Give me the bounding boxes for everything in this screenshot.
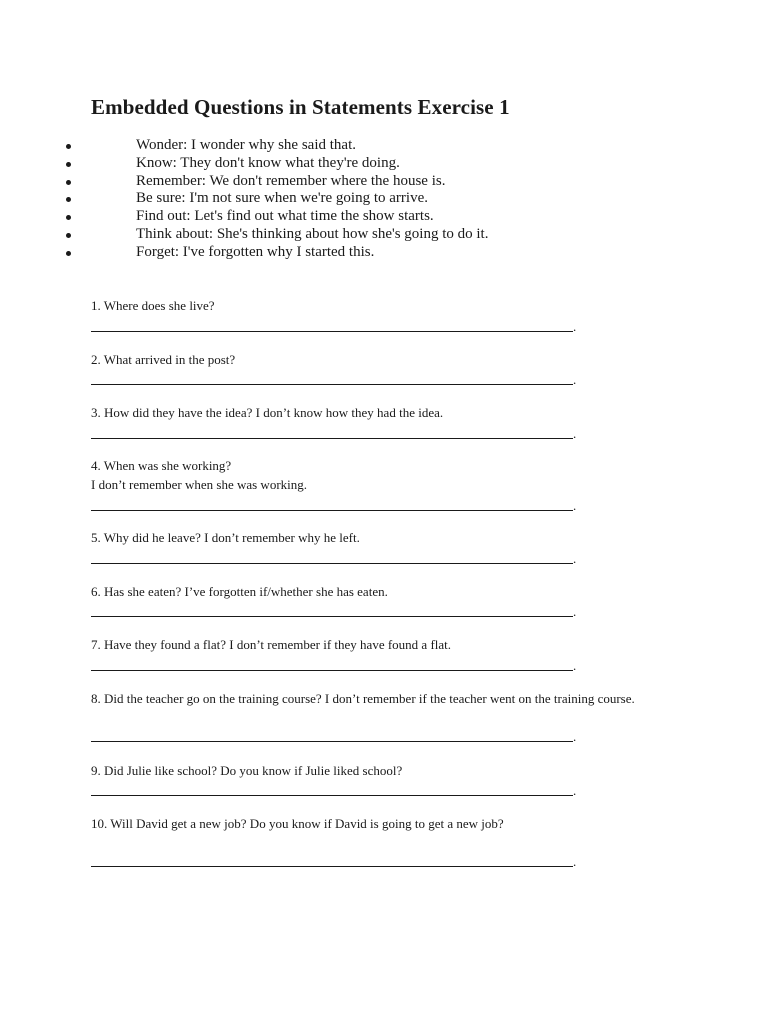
question-4-answer: I don’t remember when she was working. [91, 477, 308, 492]
example-text: Forget: I've forgotten why I started this. [136, 243, 375, 260]
page-title: Embedded Questions in Statements Exercise 1 [91, 95, 510, 119]
answer-line-end: . [573, 551, 577, 566]
bullet-icon [66, 197, 71, 202]
bullet-icon [66, 233, 71, 238]
answer-line-2[interactable] [91, 384, 573, 385]
answer-line-end: . [573, 498, 577, 513]
example-text: Find out: Let's find out what time the show starts. [136, 208, 434, 225]
answer-line-end: . [573, 604, 577, 619]
answer-line-5[interactable] [91, 563, 573, 564]
question-3: 3. How did they have the idea? I don’t know how they had the idea. [91, 405, 444, 420]
answer-line-end: . [573, 854, 577, 869]
answer-line-end: . [573, 372, 577, 387]
example-text: Be sure: I'm not sure when we're going to arrive. [136, 190, 428, 207]
question-4: 4. When was she working? [91, 458, 232, 473]
answer-line-end: . [573, 783, 577, 798]
example-text: Remember: We don't remember where the house is. [136, 172, 446, 189]
question-10: 10. Will David get a new job? Do you know if David is going to get a new job? [91, 816, 504, 831]
bullet-icon [66, 215, 71, 220]
example-text: Think about: She's thinking about how she's going to do it. [136, 225, 489, 242]
bullet-icon [66, 180, 71, 185]
question-6: 6. Has she eaten? I’ve forgotten if/whether she has eaten. [91, 584, 388, 599]
answer-line-4[interactable] [91, 510, 573, 511]
answer-line-1[interactable] [91, 331, 573, 332]
bullet-icon [66, 144, 71, 149]
question-8: 8. Did the teacher go on the training course? I don’t remember if the teacher went on the training course. [91, 691, 635, 706]
question-9: 9. Did Julie like school? Do you know if Julie liked school? [91, 763, 403, 778]
question-7: 7. Have they found a flat? I don’t remember if they have found a flat. [91, 637, 452, 652]
example-text: Wonder: I wonder why she said that. [136, 137, 356, 153]
question-5: 5. Why did he leave? I don’t remember why he left. [91, 530, 360, 545]
answer-line-3[interactable] [91, 438, 573, 439]
question-2: 2. What arrived in the post? [91, 352, 236, 367]
answer-line-end: . [573, 319, 577, 334]
question-1: 1. Where does she live? [91, 298, 215, 313]
answer-line-6[interactable] [91, 616, 573, 617]
answer-line-end: . [573, 729, 577, 744]
answer-line-8[interactable] [91, 741, 573, 742]
answer-line-end: . [573, 426, 577, 441]
answer-line-9[interactable] [91, 795, 573, 796]
example-text: Know: They don't know what they're doing. [136, 154, 400, 171]
answer-line-7[interactable] [91, 670, 573, 671]
answer-line-end: . [573, 658, 577, 673]
answer-line-10[interactable] [91, 866, 573, 867]
bullet-icon [66, 251, 71, 256]
bullet-icon [66, 162, 71, 167]
